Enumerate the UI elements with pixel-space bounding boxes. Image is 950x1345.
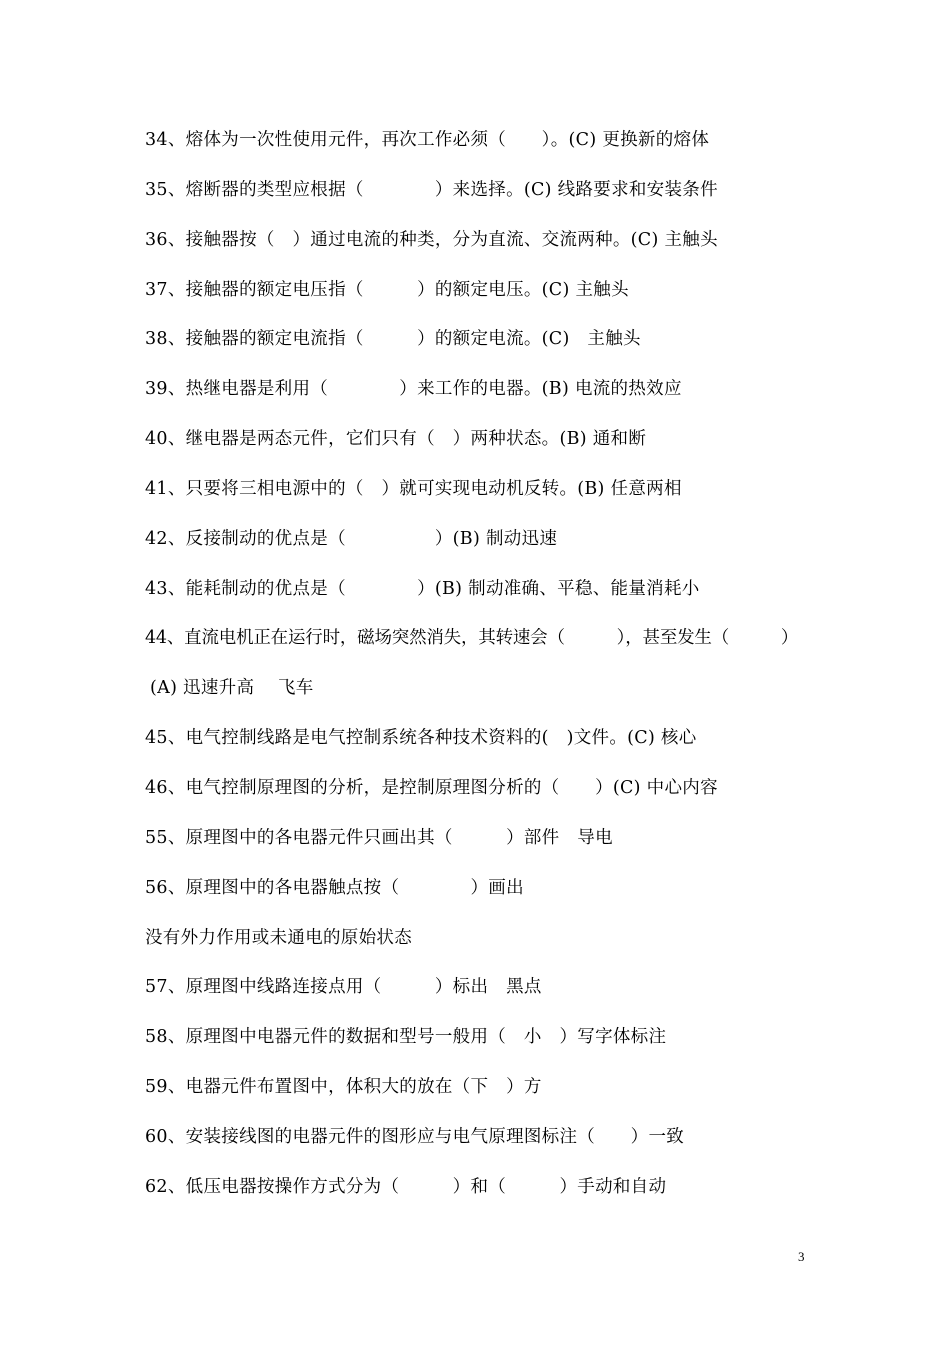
page-number: 3: [798, 1249, 805, 1264]
question-40: 40、继电器是两态元件，它们只有（ ）两种状态。(B) 通和断: [145, 429, 647, 449]
question-34: 34、熔体为一次性使用元件，再次工作必须（ ）。(C) 更换新的熔体: [145, 130, 710, 150]
question-37: 37、接触器的额定电压指（ ）的额定电压。(C) 主触头: [145, 280, 629, 300]
question-46: 46、电气控制原理图的分析，是控制原理图分析的（ ）(C) 中心内容: [145, 778, 718, 798]
question-59: 59、电器元件布置图中，体积大的放在（下 ）方: [145, 1077, 542, 1097]
question-35: 35、熔断器的类型应根据（ ）来选择。(C) 线路要求和安装条件: [145, 180, 718, 200]
question-43: 43、能耗制动的优点是（ ）(B) 制动准确、平稳、能量消耗小: [145, 579, 700, 599]
question-57: 57、原理图中线路连接点用（ ）标出 黑点: [145, 977, 542, 997]
question-56: 56、原理图中的各电器触点按（ ）画出: [145, 878, 524, 898]
question-60: 60、安装接线图的电器元件的图形应与电气原理图标注（ ）一致: [145, 1127, 685, 1147]
question-38: 38、接触器的额定电流指（ ）的额定电流。(C) 主触头: [145, 329, 641, 349]
question-36: 36、接触器按（ ）通过电流的种类，分为直流、交流两种。(C) 主触头: [145, 230, 718, 250]
question-55: 55、原理图中的各电器元件只画出其（ ）部件 导电: [145, 828, 613, 848]
answer-44: (A) 迅速升高 飞车: [150, 678, 314, 698]
question-58: 58、原理图中电器元件的数据和型号一般用（ 小 ）写字体标注: [145, 1027, 667, 1047]
question-62: 62、低压电器按操作方式分为（ ）和（ ）手动和自动: [145, 1177, 667, 1197]
question-45: 45、电气控制线路是电气控制系统各种技术资料的( )文件。(C) 核心: [145, 728, 697, 748]
question-44: 44、直流电机正在运行时，磁场突然消失，其转速会（ ），甚至发生（ ）: [145, 628, 799, 648]
question-41: 41、只要将三相电源中的（ ）就可实现电动机反转。(B) 任意两相: [145, 479, 682, 499]
question-42: 42、反接制动的优点是（ ）(B) 制动迅速: [145, 529, 558, 549]
answer-56: 没有外力作用或未通电的原始状态: [145, 928, 412, 948]
question-39: 39、热继电器是利用（ ）来工作的电器。(B) 电流的热效应: [145, 379, 682, 399]
